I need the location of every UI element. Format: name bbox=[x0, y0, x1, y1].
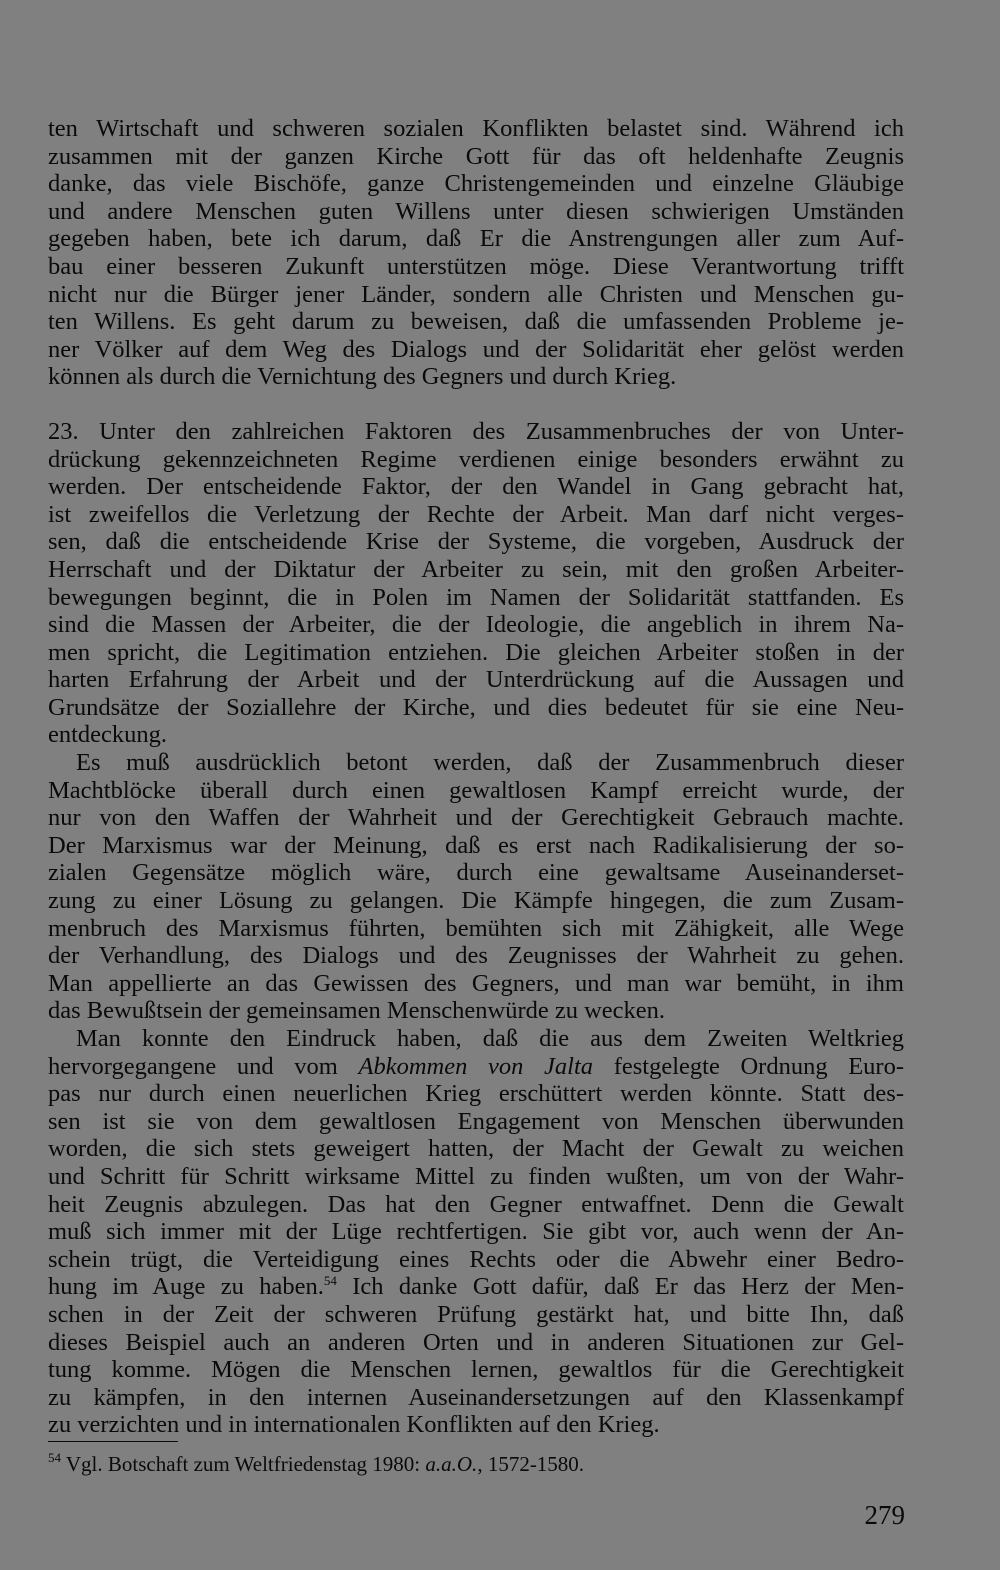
text-line: worden, die sich stets geweigert hatten, der Macht der Gewalt zu weichen bbox=[48, 1135, 904, 1163]
text-line: Der Marxismus war der Meinung, daß es erst nach Radikalisierung der so- bbox=[48, 831, 904, 859]
paragraph-3 bbox=[48, 749, 904, 1025]
text-line: der Verhandlung, des Dialogs und des Zeugnisses der Wahrheit zu gehen. bbox=[48, 942, 904, 970]
text-line: ten Wirtschaft und schweren sozialen Konflikten belastet sind. Während ich bbox=[48, 115, 904, 142]
text-line: Herrschaft und der Diktatur der Arbeiter zu sein, mit den großen Arbeiter- bbox=[48, 555, 904, 583]
text-line: dieses Beispiel auch an anderen Orten und in anderen Situationen zur Gel- bbox=[48, 1328, 904, 1356]
footnote-text: Vgl. Botschaft zum Weltfriedenstag 1980: bbox=[65, 1452, 421, 1476]
text-line: zusammen mit der ganzen Kirche Gott für das oft heldenhafte Zeugnis bbox=[48, 142, 904, 170]
text-segment: Ich danke Gott dafür, daß Er das Herz der Men- bbox=[352, 1273, 905, 1301]
text-segment: festgelegte Ordnung Euro- bbox=[613, 1052, 905, 1080]
text-line: Machtblöcke überall durch einen gewaltlosen Kampf erreicht wurde, der bbox=[48, 776, 904, 804]
text-line: das Bewußtsein der gemeinsamen Menschenwürde zu wecken. bbox=[48, 997, 666, 1025]
text-line: tung komme. Mögen die Menschen lernen, gewaltlos für die Gerechtigkeit bbox=[48, 1356, 904, 1384]
paragraph-2-section-23 bbox=[48, 418, 904, 749]
footnote-italic: a.a.O. bbox=[425, 1452, 478, 1476]
page-body bbox=[48, 115, 904, 1439]
text-line: muß sich immer mit der Lüge rechtfertigen. Sie gibt vor, auch wenn der An- bbox=[48, 1218, 904, 1246]
text-line: men spricht, die Legitimation entziehen. Die gleichen Arbeiter stoßen in der bbox=[48, 638, 904, 666]
text-line bbox=[48, 1053, 904, 1081]
text-line: und Schritt für Schritt wirksame Mittel zu finden wußten, um von der Wahr- bbox=[48, 1162, 904, 1190]
text-line: zu verzichten und in internationalen Konflikten auf den Krieg. bbox=[48, 1411, 660, 1439]
text-line: schein trügt, die Verteidigung eines Rechts oder die Abwehr einer Bedro- bbox=[48, 1245, 904, 1273]
text-line: zialen Gegensätze möglich wäre, durch eine gewaltsame Auseinanderset- bbox=[48, 859, 904, 887]
paragraph-4 bbox=[48, 1025, 904, 1439]
text-line: zu kämpfen, in den internen Auseinandersetzungen auf den Klassenkampf bbox=[48, 1383, 904, 1411]
text-line: sen ist sie von dem gewaltlosen Engagement von Menschen überwunden bbox=[48, 1107, 904, 1135]
paragraph-gap bbox=[48, 391, 904, 418]
text-line: menbruch des Marxismus führten, bemühten sich mit Zähigkeit, alle Wege bbox=[48, 914, 904, 942]
text-line: heit Zeugnis abzulegen. Das hat den Gegner entwaffnet. Denn die Gewalt bbox=[48, 1190, 904, 1218]
text-line: ten Willens. Es geht darum zu beweisen, daß die umfassenden Probleme je- bbox=[48, 308, 904, 336]
page-number: 279 bbox=[864, 1500, 905, 1530]
text-line: ist zweifellos die Verletzung der Rechte der Arbeit. Man darf nicht verges- bbox=[48, 500, 904, 528]
text-line: 23. Unter den zahlreichen Faktoren des Zusammenbruches der von Unter- bbox=[48, 417, 904, 445]
text-line: Grundsätze der Soziallehre der Kirche, und dies bedeutet für sie eine Neu- bbox=[48, 693, 904, 721]
text-line: pas nur durch einen neuerlichen Krieg erschüttert werden könnte. Statt des- bbox=[48, 1080, 904, 1108]
text-line: entdeckung. bbox=[48, 721, 168, 749]
text-line: werden. Der entscheidende Faktor, der den Wandel in Gang gebracht hat, bbox=[48, 473, 904, 501]
text-line: gegeben haben, bete ich darum, daß Er die Anstrengungen aller zum Auf- bbox=[48, 225, 904, 253]
footnote-marker: 54 bbox=[48, 1450, 61, 1465]
text-line: danke, das viele Bischöfe, ganze Christengemeinden und einzelne Gläubige bbox=[48, 170, 904, 198]
text-line: harten Erfahrung der Arbeit und der Unterdrückung auf die Aussagen und bbox=[48, 666, 904, 694]
text-line: zung zu einer Lösung zu gelangen. Die Kämpfe hingegen, die zum Zusam- bbox=[48, 887, 904, 915]
paragraph-1 bbox=[48, 115, 904, 391]
text-line: nicht nur die Bürger jener Länder, sondern alle Christen und Menschen gu- bbox=[48, 280, 904, 308]
footnote-reference[interactable]: 54 bbox=[323, 1273, 337, 1289]
footnote-divider bbox=[48, 1441, 178, 1442]
text-line: bau einer besseren Zukunft unterstützen möge. Diese Verantwortung trifft bbox=[48, 252, 904, 280]
text-line: ner Völker auf dem Weg des Dialogs und der Solidarität eher gelöst werden bbox=[48, 335, 904, 363]
footnote-text-end: , 1572-1580. bbox=[477, 1452, 585, 1476]
paragraph-4-lines-a bbox=[48, 1080, 904, 1273]
italic-treaty-name: Abkommen von Jalta bbox=[358, 1052, 594, 1080]
text-line: schen in der Zeit der schweren Prüfung gestärkt hat, und bitte Ihn, daß bbox=[48, 1300, 904, 1328]
text-line bbox=[48, 1273, 904, 1301]
paragraph-4-lines-b bbox=[48, 1301, 904, 1439]
footnote bbox=[48, 1452, 584, 1476]
text-line: sen, daß die entscheidende Krise der Systeme, die vorgeben, Ausdruck der bbox=[48, 528, 904, 556]
text-line: Es muß ausdrücklich betont werden, daß der Zusammenbruch dieser bbox=[76, 749, 904, 777]
text-line: Man appellierte an das Gewissen des Gegners, und man war bemüht, in ihm bbox=[48, 969, 904, 997]
text-line: sind die Massen der Arbeiter, die der Ideologie, die angeblich in ihrem Na- bbox=[48, 611, 904, 639]
text-line: nur von den Waffen der Wahrheit und der Gerechtigkeit Gebrauch machte. bbox=[48, 804, 904, 832]
text-line: können als durch die Vernichtung des Gegners und durch Krieg. bbox=[48, 363, 677, 391]
text-line: und andere Menschen guten Willens unter diesen schwierigen Umständen bbox=[48, 197, 904, 225]
text-line: drückung gekennzeichneten Regime verdienen einige besonders erwähnt zu bbox=[48, 445, 904, 473]
text-segment: hervorgegangene und vom bbox=[48, 1052, 338, 1080]
text-segment: hung im Auge zu haben. bbox=[48, 1273, 324, 1301]
text-line: bewegungen beginnt, die in Polen im Namen der Solidarität stattfanden. Es bbox=[48, 583, 904, 611]
text-line: Man konnte den Eindruck haben, daß die aus dem Zweiten Weltkrieg bbox=[76, 1025, 904, 1052]
